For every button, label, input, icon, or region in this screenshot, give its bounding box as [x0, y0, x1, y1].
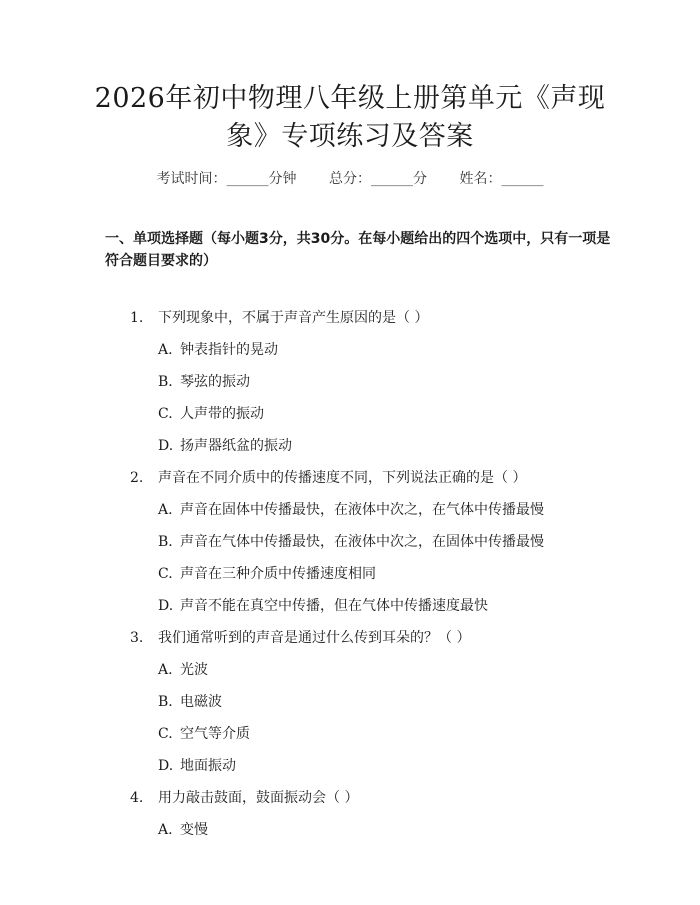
question-text: 我们通常听到的声音是通过什么传到耳朵的？（ ）	[158, 630, 471, 646]
option-label: B.	[158, 694, 173, 710]
option-text: 声音在固体中传播最快，在液体中次之，在气体中传播最慢	[180, 502, 544, 518]
option-label: B.	[158, 534, 173, 550]
document-title	[60, 80, 640, 156]
option-label: C.	[158, 406, 173, 422]
exam-time: 考试时间：______分钟	[156, 171, 297, 187]
question-text: 用力敲击鼓面，鼓面振动会（ ）	[158, 790, 359, 806]
option-text: 声音在气体中传播最快，在液体中次之，在固体中传播最慢	[180, 534, 544, 550]
option-text: 地面振动	[180, 758, 236, 774]
option-label: D.	[158, 438, 174, 454]
option-3d	[158, 756, 236, 776]
option-2d	[158, 596, 488, 616]
exam-score: 总分：______分	[329, 171, 427, 187]
option-1c	[158, 404, 264, 424]
exam-meta	[0, 168, 700, 188]
question-2	[130, 468, 526, 488]
section-heading: 一、单项选择题（每小题3分，共30分。在每小题给出的四个选项中，只有一项是符合题目要求的）	[105, 231, 611, 269]
option-text: 变慢	[180, 822, 208, 838]
option-1b	[158, 372, 250, 392]
option-2b	[158, 532, 544, 552]
option-2a	[158, 500, 544, 520]
option-3a	[158, 660, 208, 680]
option-text: 声音不能在真空中传播，但在气体中传播速度最快	[180, 598, 488, 614]
question-number: 4.	[130, 790, 144, 806]
option-text: 电磁波	[180, 694, 222, 710]
option-1d	[158, 436, 292, 456]
option-4a	[158, 820, 208, 840]
option-text: 空气等介质	[180, 726, 250, 742]
title-line-2: 象》专项练习及答案	[226, 121, 474, 152]
question-4	[130, 788, 358, 808]
option-label: D.	[158, 758, 174, 774]
question-number: 3.	[130, 630, 144, 646]
option-2c	[158, 564, 376, 584]
option-label: C.	[158, 566, 173, 582]
option-label: A.	[158, 662, 173, 678]
option-text: 琴弦的振动	[180, 374, 250, 390]
option-label: C.	[158, 726, 173, 742]
option-text: 扬声器纸盆的振动	[180, 438, 292, 454]
option-1a	[158, 340, 278, 360]
exam-name: 姓名：______	[459, 171, 544, 187]
option-text: 声音在三种介质中传播速度相同	[180, 566, 376, 582]
question-text: 下列现象中，不属于声音产生原因的是（ ）	[158, 310, 429, 326]
question-text: 声音在不同介质中的传播速度不同，下列说法正确的是（ ）	[158, 470, 527, 486]
option-label: A.	[158, 502, 173, 518]
option-label: B.	[158, 374, 173, 390]
option-3c	[158, 724, 250, 744]
option-label: A.	[158, 342, 173, 358]
option-text: 光波	[180, 662, 208, 678]
question-number: 1.	[130, 310, 144, 326]
question-number: 2.	[130, 470, 144, 486]
option-text: 钟表指针的晃动	[180, 342, 278, 358]
question-1	[130, 308, 428, 328]
option-3b	[158, 692, 222, 712]
question-3	[130, 628, 470, 648]
title-line-1: 2026年初中物理八年级上册第单元《声现	[94, 83, 606, 114]
option-label: D.	[158, 598, 174, 614]
option-text: 人声带的振动	[180, 406, 264, 422]
option-label: A.	[158, 822, 173, 838]
